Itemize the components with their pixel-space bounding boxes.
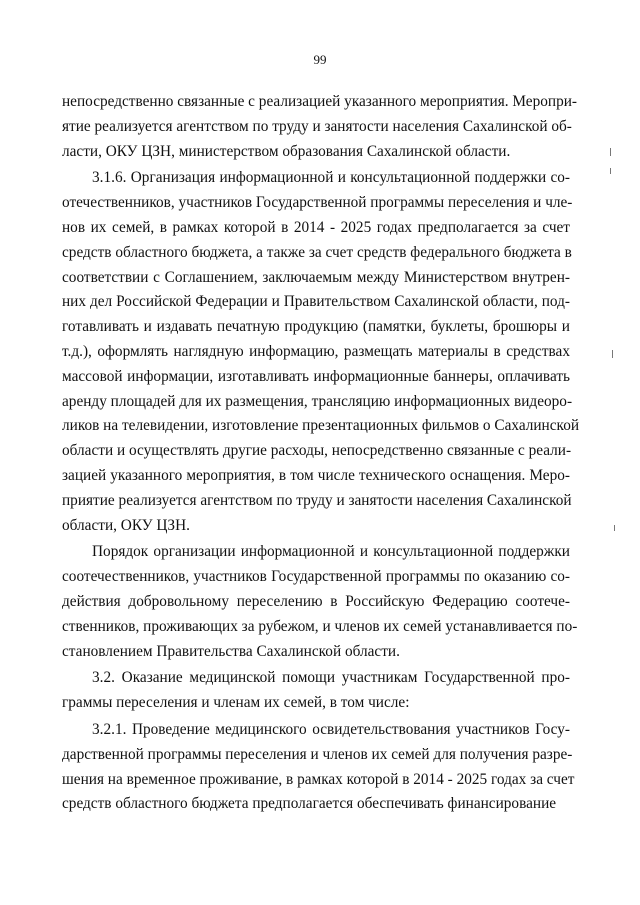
text-line: отечественников, участников Государственной программы переселения и чле-	[62, 194, 573, 212]
text-line: т.д.), оформлять наглядную информацию, размещать материалы в средствах	[62, 342, 570, 360]
text-line: 3.2. Оказание медицинской помощи участникам Государственной про-	[92, 669, 570, 687]
text-line: соответствии с Соглашением, заключаемым между Министерством внутрен-	[62, 268, 570, 286]
text-line: 3.2.1. Проведение медицинского освидетельствования участников Госу-	[92, 720, 570, 738]
text-line: средств областного бюджета предполагается обеспечивать финансирование	[62, 795, 557, 813]
text-line: аренду площадей для их размещения, трансляцию информационных видеоро-	[62, 392, 573, 410]
text-line: дарственной программы переселения и членов их семей для получения разре-	[62, 745, 573, 763]
scan-artifact-mark	[614, 525, 615, 531]
text-line: 3.1.6. Организация информационной и консультационной поддержки со-	[92, 169, 570, 187]
text-line: непосредственно связанные с реализацией указанного мероприятия. Меропри-	[62, 93, 578, 110]
text-line: области и осуществлять другие расходы, непосредственно связанные с реали-	[62, 442, 572, 460]
paragraph	[62, 540, 578, 664]
scan-artifact-mark	[610, 148, 611, 156]
text-line: ликов на телевидении, изготовление презентационных фильмов о Сахалинской	[62, 417, 580, 435]
text-line: ласти, ОКУ ЦЗН, министерством образования Сахалинской области.	[62, 142, 511, 160]
text-line: массовой информации, изготавливать информационные баннеры, оплачивать	[62, 367, 570, 385]
paragraph	[62, 666, 570, 716]
text-line: них дел Российской Федерации и Правительством Сахалинской области, под-	[62, 293, 570, 311]
text-line: шения на временное проживание, в рамках которой в 2014 - 2025 годах за счет	[62, 770, 575, 788]
text-line: становлением Правительства Сахалинской области.	[62, 642, 400, 660]
paragraph	[62, 718, 575, 817]
page-number: 99	[313, 52, 327, 67]
text-line: Порядок организации информационной и консультационной поддержки	[92, 543, 570, 561]
scan-artifact-mark	[612, 350, 613, 358]
text-line: зацией указанного мероприятия, в том числе технического оснащения. Меро-	[62, 466, 570, 484]
scan-artifact-mark	[610, 168, 611, 174]
document-body	[62, 90, 580, 817]
text-line: области, ОКУ ЦЗН.	[62, 516, 190, 534]
text-line: граммы переселения и членам их семей, в том числе:	[62, 694, 410, 712]
text-line: соотечественников, участников Государственной программы по оказанию со-	[62, 568, 570, 586]
text-line: ятие реализуется агентством по труду и занятости населения Сахалинской об-	[62, 117, 572, 135]
paragraph	[62, 90, 578, 164]
paragraph	[62, 166, 580, 538]
text-line: средств областного бюджета, а также за счет средств федерального бюджета в	[62, 243, 572, 261]
text-line: нов их семей, в рамках которой в 2014 - 2025 годах предполагается за счет	[62, 218, 570, 236]
text-line: приятие реализуется агентством по труду и занятости населения Сахалинской	[62, 491, 572, 509]
text-line: готавливать и издавать печатную продукцию (памятки, буклеты, брошюры и	[62, 318, 570, 336]
text-line: ственников, проживающих за рубежом, и членов их семей устанавливается по-	[62, 617, 578, 635]
text-line: действия добровольному переселению в Российскую Федерацию соотече-	[62, 592, 570, 610]
